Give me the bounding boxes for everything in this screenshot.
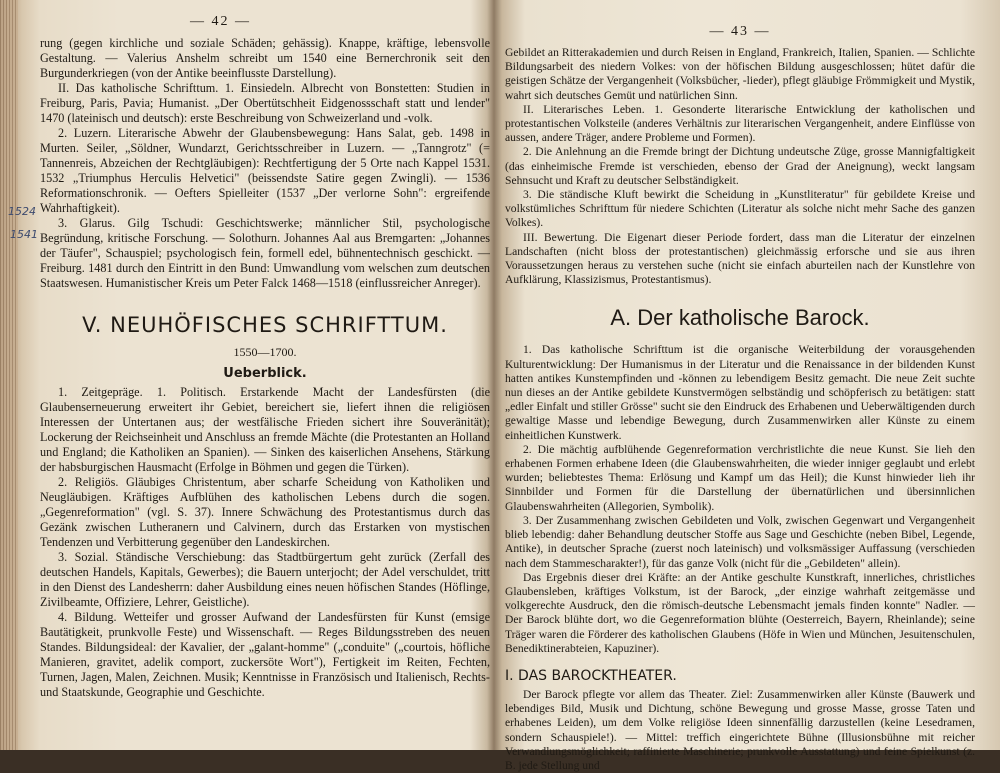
chapter-years: 1550—1700.	[233, 345, 297, 359]
paragraph-gebildet: Gebildet an Ritterakademien und durch Reisen in England, Frankreich, Italien, Spanien. — Schlichte Bildungsarbeit des niedern Volkes: von der höfischen Bildung ausgeschlossen; hütet dafür die geistigen Schätze der Vergangenheit (Volksbücher, -lieder), pflegt gläubige Frömmigkeit und Mystik, wahrt sich deutsches Gemüt und natürlichen Sinn.	[505, 46, 975, 102]
paragraph-zeitgepraege: 1. Zeitgepräge. 1. Politisch. Erstarkende Macht der Landesfürsten (die Glaubenserneuerung erweitert ihr Gebiet, bereichert sie, liefert ihnen die religiösen Interessen der Untertanen aus; der westfälische Frieden sichert ihre Souveränität); Lockerung der Reichseinheit und Anschluss an fremde Mächte (die Protestanten an Holland und England; die Katholiken an Spanien). — Sinken des kaiserlichen Ansehens, Stärkung der habsburgischen Hausmacht (Erfolge in Böhmen und gegen die Türken).	[40, 385, 490, 474]
left-text	[40, 36, 490, 291]
paragraph-literarisches-leben: II. Literarisches Leben. 1. Gesonderte literarische Entwicklung der katholischen und protestantischen Volksteile (anderes Verhältnis zur literarischen Vergangenheit, andere Einflüsse von aussen, andere Träger, andere Probleme und Formen).	[505, 102, 975, 145]
paragraph-luzern: 2. Luzern. Literarische Abwehr der Glaubensbewegung: Hans Salat, geb. 1498 in Murten. Seiler, „Söldner, Wundarzt, Gerichtsschreiber in Luzern. — „Tanngrotz" (= Tannenreis, Abzeichen der Rechtgläubigen): Rechtfertigung der 5 Orte nach Kappel 1531. 1532 „Triumphus Herculis Helvetici" (beissendste Satire gegen Zwingli). — 1536 Reformationschronik. — Oefters Spielleiter (1537 „Der verlorne Sohn": ergreifende Wahrhaftigkeit).	[40, 126, 490, 215]
page-number-right: — 43 —	[709, 24, 771, 39]
paragraph-bildung: 4. Bildung. Wetteifer und grosser Aufwand der Landesfürsten für Kunst (emsige Bautätigkeit, prunkvolle Feste) und Wissenschaft. — Reges Bildungsstreben des neuen Standes. Bildungsideal: der Kavalier, der „galant-homme" („conduite" („courtois, höfliche Manieren, gravitet, adelik comport, zuckersöte Wort"), Fertigkeit im Reiten, Fechten, Turnen, Jagen, Malen, Zeichnen. Musik; Kenntnisse in Französisch und Italienisch, Rechts- und Staatskunde, Geographie und Geschichte.	[40, 610, 490, 699]
paragraph-barock-1: 1. Das katholische Schrifttum ist die organische Weiterbildung der vorausgehenden Kulturentwicklung: Der Humanismus in der Literatur und die Renaissance in der bildenden Kunst hatten antikes Kunstempfinden und -können zu lebendigem Besitz gemacht. Die neue Zeit suchte nun dieses an der Antike gebildete Kunstvermögen selbständig und schöpferisch zu betätigen: statt „edler Einfalt und stiller Grösse" sucht sie den Eindruck des Erhabenen und Ueberwältigenden durch gewaltige Masse und lebendige Bewegung, durch Zusammenwirken aller Künste zu einem einheitlichen Kunstwerk.	[505, 343, 975, 442]
paragraph-anlehnung: 2. Die Anlehnung an die Fremde bringt der Dichtung undeutsche Züge, grosse Mannigfaltigkeit (das einheimische Fremde ist verschieden, ebenso der Grad der Aneignung), weckt langsam Sehnsucht und Kraft zu deutscher Selbständigkeit.	[505, 145, 975, 187]
paragraph-barock-3: 3. Der Zusammenhang zwischen Gebildeten und Volk, zwischen Gegenwart und Vergangenheit blieb lebendig: daher Behandlung deutscher Stoffe aus Sage und Geschichte (neben Bibel, Legende, Antike), in deutscher Sprache (zuerst noch lateinisch) und volksmässiger Auffassung (verschieden nach dem Stammescharakter!), für das ganze Volk (nicht für die „Gebildeten" allein).	[505, 513, 975, 570]
paragraph-religioes: 2. Religiös. Gläubiges Christentum, aber scharfe Scheidung von Katholiken und Neugläubigen. Kräftiges Aufblühen des katholischen Lebens durch die sogen. „Gegenreformation" (vgl. S. 37). Innere Schwächung des Protestantismus durch das Gezänk zwischen Lutheranern und Calvinern, durch das Erstarken von mystischen Tendenzen und Verbitterung gegenüber den Landeskirchen.	[40, 475, 490, 549]
paragraph-barock-2: 2. Die mächtig aufblühende Gegenreformation verchristlichte die neue Kunst. Sie lieh den erhabenen Formen erhabene Ideen (die Glaubenswahrheiten, die wieder inniger geglaubt und erlebt wurden; beliebtestes Thema: Erlösung und Kampf um das Heil); die Kunst hinwieder lieh ihr Sinnbilder und Formen für die Darstellung der übernatürlichen und übersinnlichen Glaubenswahrheiten (Allegorien, Symbolik).	[505, 442, 975, 513]
left-page	[40, 8, 490, 748]
paragraph-katholische-schrifttum: II. Das katholische Schrifttum. 1. Einsiedeln. Albrecht von Bonstetten: Studien in Freiburg, Paris, Pavia; Humanist. „Der Obertütschheit Eidgenossschaft statt und lender" 1470 (lateinisch und deutsch): erste Beschreibung von Schweizerland und -volk.	[40, 81, 490, 125]
right-page	[505, 18, 975, 772]
paragraph-theater: Der Barock pflegte vor allem das Theater. Ziel: Zusammenwirken aller Künste (Bauwerk und lebendiges Bild, Musik und Dichtung, schöne Bewegung und grosse Masse, grosse Taten und erhabenes Leiden), um dem Volke religiöse Ideen sinnenfällig darzustellen (keine Lesedramen, sondern Schauspiele!). — Mittel: treffich eingerichtete Bühne (Illusionsbühne mit reicher Verwandlungsmöglichkeit; raffinierte Maschinerie; prunkvolle Ausstattung) und feine Spielkunst (z. B. jede Stellung und	[505, 687, 975, 772]
paragraph-bewertung: III. Bewertung. Die Eigenart dieser Periode fordert, dass man die Literatur der einzelnen Landschaften (nicht bloss der protestantischen) gleichmässig erforsche und sie aus ihren Voraussetzungen heraus zu verstehen suche (nicht sie einfach aburteilen nach der Kunstlehre von Aufklärung, Klassizismus, Protestantismus).	[505, 230, 975, 287]
paragraph-barock-4: Das Ergebnis dieser drei Kräfte: an der Antike geschulte Kunstkraft, innerliches, christliches Glaubensleben, kräftiges Volkstum, ist der Barock, „der einzige wahrhaft zeitgemässe und volkgerechte Ausdruck, den die römisch-deutsche Lebensmacht jemals finden konnte" Nadler. — Der Barock blühte dort, wo die Gegenreformation blühte (Oesterreich, Bayern, Rheinlande); seine Träger waren die Förderer des katholischen Glaubens (Höfe in Wien und München, Jesuitenschulen, Benediktinerabteien, Kapuziner).	[505, 570, 975, 655]
section-title-barock: A. Der katholische Barock.	[610, 305, 870, 331]
theater-text	[505, 688, 975, 773]
right-text	[505, 46, 975, 287]
overview-text	[40, 385, 490, 700]
paragraph-glarus: 3. Glarus. Gilg Tschudi: Geschichtswerke; männlicher Stil, psychologische Begründung, kritische Forschung. — Solothurn. Johannes Aal aus Bremgarten: „Johannes der Täufer", Schauspiel; psychologisch fein, formell edel, bühnentechnisch geschickt. — Freiburg. 1481 durch den Eintritt in den Bund: Umwandlung vom welschen zum deutschen Staatswesen. Humanistischer Kreis um Peter Falck 1468—1518 (einflussreicher Anreger).	[40, 216, 490, 290]
paragraph-kluft: 3. Die ständische Kluft bewirkt die Scheidung in „Kunstliteratur" für gebildete Kreise und volkstümliches Schrifttum für niedere Schichten (Literatur als solche nicht mehr Sache des ganzen Volkes).	[505, 188, 975, 230]
margin-note-2: 1541	[10, 228, 38, 241]
chapter-title: V. NEUHÖFISCHES SCHRIFTTUM.	[82, 313, 448, 337]
paragraph-sozial: 3. Sozial. Ständische Verschiebung: das Stadtbürgertum geht zurück (Zerfall des deutschen Handels, Kapitals, Gewerbes); die Bauern unterjocht; der Adel verschuldet, tritt in den Dienst des Landesherrn: daher Ausbildung eines neuen höfischen Standes (Höflinge, Zivilbeamte, Offiziere, Lehrer, Geistliche).	[40, 550, 490, 609]
overview-heading: Ueberblick.	[223, 366, 307, 381]
page-number-left: — 42 —	[190, 14, 251, 29]
margin-note-1: 1524	[8, 205, 36, 218]
barock-text	[505, 343, 975, 655]
paragraph-intro: rung (gegen kirchliche und soziale Schäden; gehässig). Knappe, kräftige, lebensvolle Gestaltung. — Valerius Anshelm schreibt um 1540 eine Bernerchronik seit den Burgunderkriegen (von der Antike beeinflusste Darstellung).	[40, 36, 490, 80]
section-title-theater: I. DAS BAROCKTHEATER.	[505, 667, 677, 684]
page-edges	[0, 0, 18, 750]
